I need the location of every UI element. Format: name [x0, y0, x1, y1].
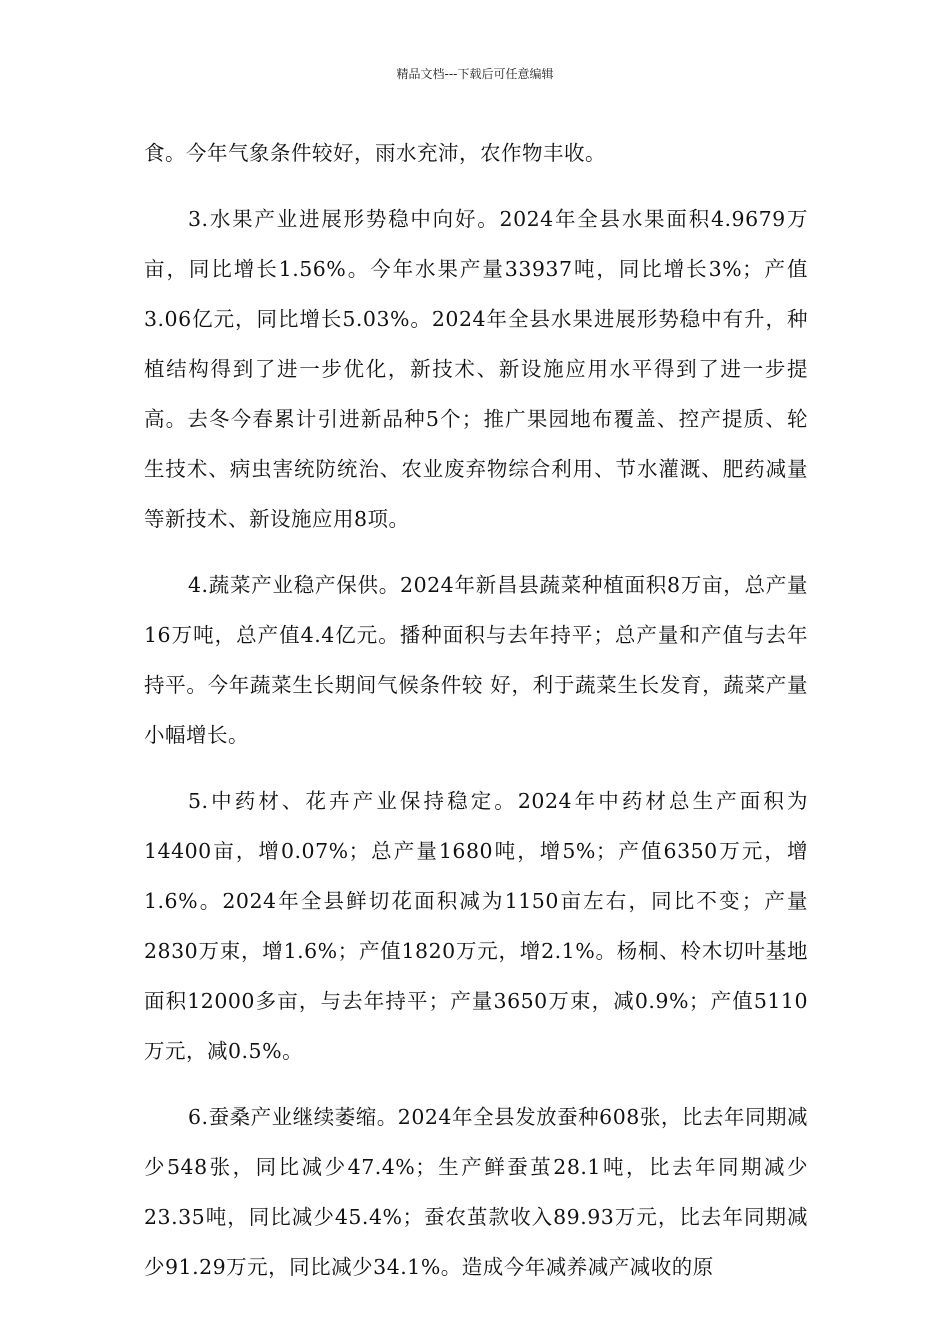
document-body — [144, 128, 808, 1292]
page-header: 精品文档---下载后可任意编辑 — [396, 67, 554, 81]
paragraph-continuation: 食。今年气象条件较好，雨水充沛，农作物丰收。 — [144, 141, 606, 165]
paragraph-herb-flower-industry: 5.中药材、花卉产业保持稳定。2024年中药材总生产面积为14400亩，增0.07%；总产量1680吨，增5%；产值6350万元，增1.6%。2024年全县鲜切花面积减为1150亩左右，同比不变；产量2830万束，增1.6%；产值1820万元，增2.1%。杨桐、柃木切叶基地面积12000多亩，与去年持平；产量3650万束，减0.9%；产值5110万元，减0.5%。 — [144, 789, 808, 1063]
paragraph-fruit-industry: 3.水果产业进展形势稳中向好。2024年全县水果面积4.9679万亩，同比增长1.56%。今年水果产量33937吨，同比增长3%；产值3.06亿元，同比增长5.03%。2024年全县水果进展形势稳中有升，种植结构得到了进一步优化，新技术、新设施应用水平得到了进一步提高。去冬今春累计引进新品种5个；推广果园地布覆盖、控产提质、轮生技术、病虫害统防统治、农业废弃物综合利用、节水灌溉、肥药减量等新技术、新设施应用8项。 — [144, 207, 808, 531]
paragraph-sericulture-industry: 6.蚕桑产业继续萎缩。2024年全县发放蚕种608张，比去年同期减少548张，同比减少47.4%；生产鲜蚕茧28.1吨，比去年同期减少23.35吨，同比减少45.4%；蚕农茧款收入89.93万元，比去年同期减少91.29万元，同比减少34.1%。造成今年减养减产减收的原 — [144, 1105, 808, 1279]
paragraph-vegetable-industry: 4.蔬菜产业稳产保供。2024年新昌县蔬菜种植面积8万亩，总产量16万吨，总产值4.4亿元。播种面积与去年持平；总产量和产值与去年持平。今年蔬菜生长期间气候条件较 好，利于蔬菜生长发育，蔬菜产量小幅增长。 — [144, 573, 808, 747]
